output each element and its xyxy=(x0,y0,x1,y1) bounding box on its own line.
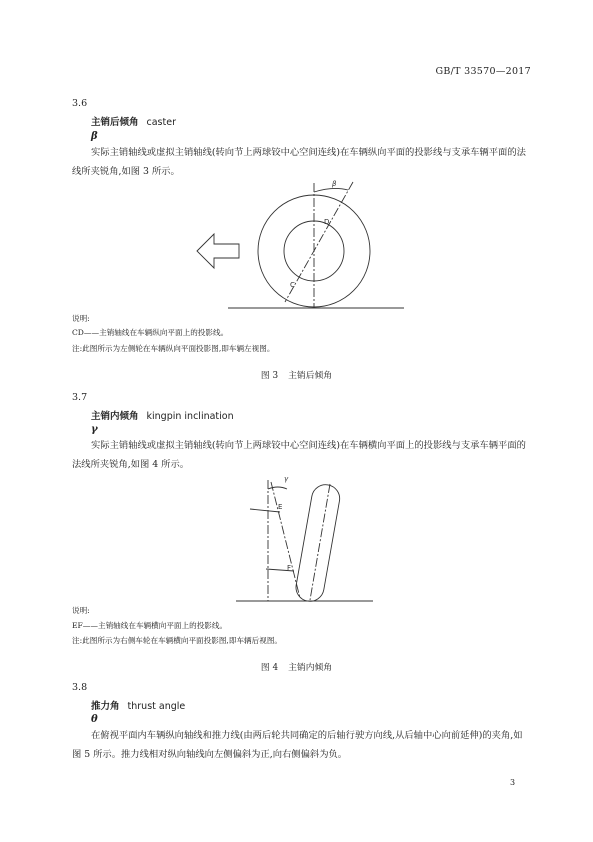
note-line: EF——主销轴线在车辆横向平面上的投影线。 xyxy=(72,621,228,630)
term-symbol: β xyxy=(91,131,98,142)
term-english: kingpin inclination xyxy=(146,411,234,422)
section-number: 3.7 xyxy=(72,392,88,403)
tire-centre-line xyxy=(310,484,330,600)
term-definition: 在俯视平面内车辆纵向轴线和推力线(由两后轮共同确定的后轴行驶方向线,从后轴中心向前延伸)的夹角,如图 5 所示。推力线相对纵向轴线向左侧偏斜为正,向右侧偏斜为负。 xyxy=(72,730,523,760)
note-line: 注:此图所示为右侧车轮在车辆横向平面投影图,即车辆后视图。 xyxy=(72,636,283,645)
term-symbol: γ xyxy=(91,424,98,435)
term-symbol: θ xyxy=(91,714,98,725)
point-f-label: F xyxy=(287,564,292,572)
term-english: caster xyxy=(146,117,176,128)
note-line: CD——主销轴线在车辆纵向平面上的投影线。 xyxy=(72,328,229,337)
tire-side-view xyxy=(294,482,342,603)
term-heading xyxy=(91,698,185,712)
point-d-label: D xyxy=(324,218,330,226)
figure-title: 主销后倾角 xyxy=(288,371,333,381)
figure-label: 图 4 xyxy=(260,663,279,673)
section-number: 3.6 xyxy=(72,98,88,109)
angle-beta-label: β xyxy=(332,180,337,188)
leader-line-e xyxy=(250,509,280,512)
term-definition: 实际主销轴线或虚拟主销轴线(转向节上两球铰中心空间连线)在车辆横向平面上的投影线与支承车辆平面的法线所夹锐角,如图 4 所示。 xyxy=(72,440,526,470)
section-number: 3.8 xyxy=(72,682,88,693)
point-e-label: E xyxy=(278,503,283,511)
term-chinese: 推力角 xyxy=(91,701,120,712)
point-c-label: C xyxy=(290,281,295,289)
standard-number: GB/T 33570—2017 xyxy=(435,66,531,77)
term-english: thrust angle xyxy=(127,701,186,712)
kingpin-line-ef xyxy=(271,482,300,598)
term-chinese: 主销后倾角 xyxy=(91,117,139,128)
figure-label: 图 3 xyxy=(260,371,279,381)
angle-gamma-label: γ xyxy=(284,475,289,483)
notes-title: 说明: xyxy=(72,606,90,615)
note-line: 注:此图所示为左侧轮在车辆纵向平面投影图,即车辆左视图。 xyxy=(72,344,275,353)
figure-title: 主销内倾角 xyxy=(288,663,333,673)
page-number: 3 xyxy=(510,778,516,787)
term-chinese: 主销内倾角 xyxy=(91,411,139,422)
term-definition: 实际主销轴线或虚拟主销轴线(转向节上两球铰中心空间连线)在车辆纵向平面的投影线与支承车辆平面的法线所夹锐角,如图 3 所示。 xyxy=(72,147,526,177)
angle-arc xyxy=(268,487,287,489)
notes-title: 说明: xyxy=(72,314,90,323)
figure-caption xyxy=(0,660,593,673)
